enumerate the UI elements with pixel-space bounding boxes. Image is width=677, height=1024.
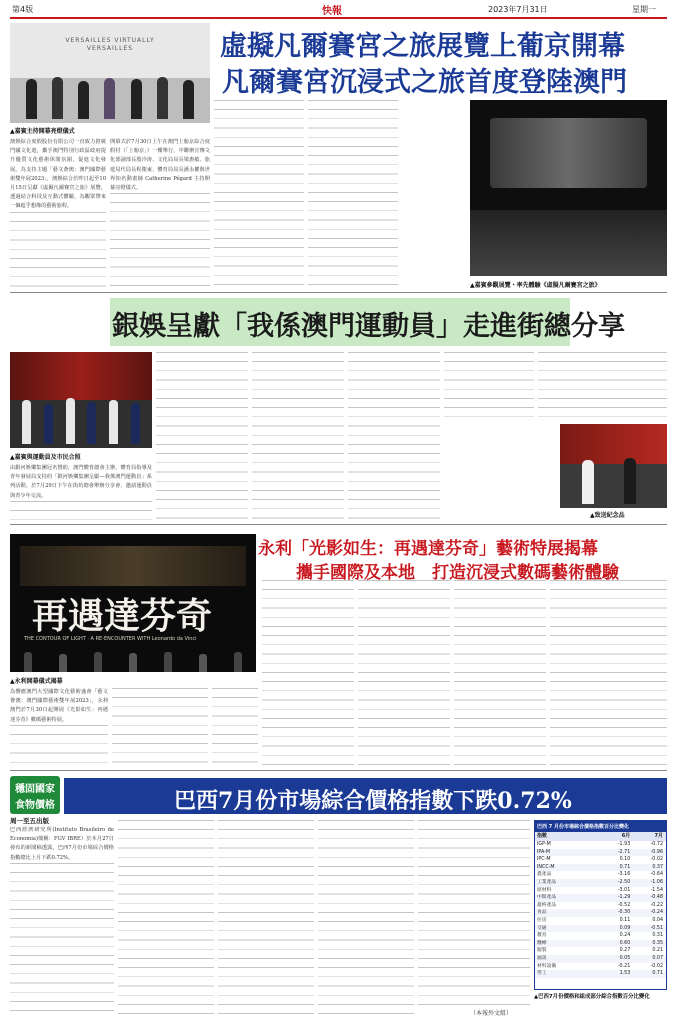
- souvenir-photo: [560, 424, 667, 508]
- person-figure: [22, 400, 31, 444]
- table-cell: -0.30: [617, 910, 631, 916]
- table-cell: -0.96: [650, 849, 663, 855]
- person-figure: [52, 77, 63, 119]
- table-cell: -2.50: [617, 879, 631, 885]
- article2-lead: 由銀河娛樂集團冠名贊助，澳門體育總會主辦，體育局指導及青年發展局支持的「銀河娛樂集團呈獻—我係澳門運動員」系列活動，於7月29日下午在街坊總會舉辦分享會，邀請運動員與青少年交流。: [10, 464, 152, 522]
- caption-athletes: ▲嘉賓與運動員及市民合照: [10, 454, 81, 461]
- table-row: [535, 849, 666, 857]
- article3-col6: [454, 580, 546, 766]
- page-number: 第4版: [12, 5, 34, 14]
- table-cell: 農產品: [537, 872, 552, 878]
- table-cell: -0.52: [617, 902, 631, 908]
- table-row: [535, 902, 666, 910]
- divider: [10, 524, 667, 525]
- person-figure: [234, 652, 242, 672]
- article3-col2: [112, 688, 208, 766]
- exhibit-subtitle: THE CONTOUR OF LIGHT · A RE-ENCOUNTER WITH Leonardo da Vinci: [24, 636, 197, 642]
- caption-souvenir: ▲致送紀念品: [590, 512, 625, 519]
- table-cell: 0.31: [652, 933, 663, 939]
- table-cell: -1.06: [650, 879, 663, 885]
- table-row: [535, 963, 666, 971]
- article1-col4: [308, 100, 398, 288]
- table-cell: 勞工: [537, 971, 547, 977]
- header-rule: [10, 17, 667, 19]
- davinci-exhibit-photo: [10, 534, 256, 672]
- article2-col5: [444, 352, 534, 422]
- article4-col4: [318, 820, 414, 1016]
- table-row: [535, 955, 666, 963]
- table-row: [535, 932, 666, 940]
- table-row: [535, 894, 666, 902]
- article1-title-line1: 虛擬凡爾賽宮之旅展覽上葡京開幕: [220, 31, 625, 62]
- table-cell: 0.71: [619, 864, 631, 870]
- table-cell: 中間產品: [537, 895, 557, 901]
- person-figure: [131, 79, 142, 119]
- price-index-table: [534, 820, 667, 990]
- table-cell: -0.21: [617, 963, 631, 969]
- table-cell: -0.02: [650, 963, 663, 969]
- person-figure: [109, 400, 118, 444]
- table-cell: -1.54: [650, 887, 663, 893]
- table-cell: -3.01: [617, 887, 631, 893]
- table-cell: -3.16: [617, 872, 631, 878]
- table-cell: 0.27: [619, 948, 631, 954]
- article3-col4: [262, 580, 354, 766]
- table-caption: ▲巴西7月份價格和組成部分綜合指數百分比變化: [534, 994, 650, 1000]
- table-row: [535, 940, 666, 948]
- table-cell: 0.21: [652, 948, 663, 954]
- table-cell: 服裝: [537, 948, 547, 954]
- article1-col3: [214, 100, 304, 288]
- table-cell: 教育: [537, 933, 547, 939]
- table-cell: 0.10: [619, 857, 631, 863]
- table-cell: -0.02: [650, 857, 663, 863]
- exhibit-title: 再遇達芬奇: [32, 595, 213, 637]
- person-figure: [104, 78, 115, 119]
- table-cell: 0.24: [619, 933, 631, 939]
- table-cell: 0.04: [652, 917, 663, 923]
- article2-col2: [156, 352, 248, 522]
- caption-exhibit: ▲嘉賓參觀展覽・率先體驗《虛擬凡爾賽宮之旅》: [470, 282, 601, 289]
- table-cell: -0.48: [650, 895, 663, 901]
- table-cell: IGP-M: [537, 842, 551, 847]
- table-row: [535, 909, 666, 917]
- athletes-group-photo: [10, 352, 152, 448]
- table-cell: 材料設備: [537, 963, 557, 969]
- publication-note: 周一至五出版: [10, 817, 49, 825]
- table-cell: 0.60: [619, 940, 631, 946]
- divider: [10, 292, 667, 293]
- table-body: [535, 841, 666, 978]
- table-cell: 0.11: [619, 917, 631, 923]
- person-figure: [44, 404, 53, 444]
- table-row: [535, 887, 666, 895]
- caption-davinci: ▲永利開幕儀式揭幕: [10, 678, 63, 685]
- table-cell: 工業產品: [537, 879, 557, 885]
- article2-title: 銀娛呈獻「我係澳門運動員」走進街總分享: [112, 311, 625, 342]
- table-cell: -1.29: [617, 895, 631, 901]
- table-row: [535, 841, 666, 849]
- article1-title-line2: 凡爾賽宮沉浸式之旅首度登陸澳門: [222, 67, 627, 98]
- table-row: [535, 925, 666, 933]
- table-cell: 通訊: [537, 955, 547, 961]
- table-cell: 交通: [537, 925, 547, 931]
- article1-body: 開幕式於7月30日上午在澳門上葡京綜合度假村（「上葡京」）一樓舉行。中聯辦宣傳文化部副部長殷冷涛、文化局局長梁惠敏、旅遊局代局長程衛東、體育局局長潘永權與世界知名動畫師 Catherine Pégard 主持開幕亮燈儀式。: [110, 138, 210, 288]
- table-cell: 最終產品: [537, 902, 557, 908]
- table-cell: 0.07: [652, 955, 663, 961]
- person-figure: [59, 654, 67, 672]
- person-figure: [87, 402, 96, 444]
- exhibit-backdrop: [20, 546, 246, 586]
- badge-top-text: 穩固國家: [15, 784, 55, 795]
- table-cell: 0.71: [652, 971, 663, 977]
- table-cell: 0.09: [619, 925, 631, 931]
- exhibit-screen: [490, 118, 647, 188]
- article2-col6: [538, 352, 667, 422]
- article4-col5: [418, 820, 530, 1006]
- food-price-badge: [10, 776, 60, 814]
- table-cell: 住房: [537, 917, 547, 923]
- badge-bottom-text: 食物價格: [15, 800, 55, 811]
- article3-col3: [212, 688, 258, 766]
- article2-col3: [252, 352, 344, 522]
- person-figure: [66, 398, 75, 444]
- table-cell: INCC-M: [537, 864, 555, 870]
- article4-lead: 巴西經濟研究所(Instituto Brasileiro de Economia)簡稱：FGV IBRE）於本月27日發布的新聞稿透露，巴西7月份市場綜合價格指數總比上月下跌0.72%。: [10, 826, 114, 1016]
- weekday: 星期一: [632, 5, 656, 14]
- table-row: [535, 879, 666, 887]
- article3-col5: [358, 580, 450, 766]
- table-header-cell: 6月: [621, 833, 631, 839]
- article4-col3: [218, 820, 314, 1016]
- table-header: [535, 832, 666, 841]
- article3-title-line2: 攜手國際及本地 打造沉浸式數碼藝術體驗: [296, 563, 619, 583]
- article4-col2: [118, 820, 214, 1016]
- table-cell: -0.64: [650, 872, 663, 878]
- table-cell: 1.53: [619, 971, 631, 977]
- table-cell: 醫療: [537, 940, 547, 946]
- person-figure: [78, 81, 89, 119]
- article4-footer: （本報外文組）: [470, 1010, 513, 1017]
- table-cell: 食品: [537, 910, 547, 916]
- article3-title-line1: 永利「光影如生：再遇達芬奇」藝術特展揭幕: [258, 539, 598, 559]
- table-cell: -0.24: [650, 910, 663, 916]
- person-figure: [183, 80, 194, 119]
- person-figure: [26, 79, 37, 119]
- table-row: [535, 917, 666, 925]
- caption-opening: ▲嘉賓主持開幕亮燈儀式: [10, 128, 75, 135]
- person-figure: [157, 77, 168, 119]
- table-cell: -2.71: [617, 849, 631, 855]
- article3-col7: [550, 580, 667, 766]
- versailles-opening-photo: [10, 23, 210, 123]
- table-row: [535, 856, 666, 864]
- table-cell: IPC-M: [537, 857, 551, 863]
- exhibit-floor: [470, 210, 667, 276]
- photo-banner-text: VERSAILLES VIRTUALLY VERSAILLES: [65, 37, 155, 52]
- person-figure: [94, 652, 102, 672]
- table-header-cell: 7月: [654, 833, 663, 839]
- table-cell: 0.35: [652, 940, 663, 946]
- divider: [10, 770, 667, 771]
- person-figure: [199, 654, 207, 672]
- table-cell: -0.51: [650, 925, 663, 931]
- table-cell: IPA-M: [537, 849, 551, 855]
- table-cell: -0.72: [650, 842, 663, 847]
- table-cell: 0.37: [652, 864, 663, 870]
- person-figure: [164, 652, 172, 672]
- table-cell: -1.93: [617, 842, 631, 847]
- versailles-exhibit-photo: [470, 100, 667, 276]
- table-title: 巴西 7 月份市場綜合價格指數百分比變化: [535, 821, 666, 832]
- table-row: [535, 947, 666, 955]
- person-figure: [24, 652, 32, 672]
- table-row: [535, 871, 666, 879]
- table-row: [535, 970, 666, 978]
- table-cell: 0.05: [619, 955, 631, 961]
- table-row: [535, 864, 666, 872]
- issue-date: 2023年7月31日: [488, 5, 548, 14]
- table-cell: 原材料: [537, 887, 552, 893]
- person-figure: [129, 653, 137, 672]
- masthead: 快報: [322, 6, 342, 17]
- table-header-cell: 指數: [537, 833, 548, 839]
- article1-lead: 澳娛綜合度假股份有限公司一直致力推廣門國文化遊，攜手澳門特別行政區政府提升優質文化藝術休閒氛圍，促進文化發展。為支持主題「藝文薈澳：澳門國際藝術雙年展2023」，澳娛綜合於昨日起至10月15日呈獻《虛擬凡爾賽宮之旅》展覽，透過結合科技及互動式體驗，為觀眾帶來一個超乎想像的藝術旅程。: [10, 138, 106, 288]
- article3-lead: 為響應澳門大型國際文化藝術盛會「藝文薈澳：澳門國際藝術雙年展2023」，永利澳門於7月30日起開展《光影如生：再遇達芬奇》數碼藝術特展。: [10, 688, 108, 766]
- table-cell: -0.22: [650, 902, 663, 908]
- person-figure: [131, 403, 140, 444]
- article2-col4: [348, 352, 440, 522]
- article4-title: 巴西7月份市場綜合價格指數下跌0.72%: [174, 788, 572, 814]
